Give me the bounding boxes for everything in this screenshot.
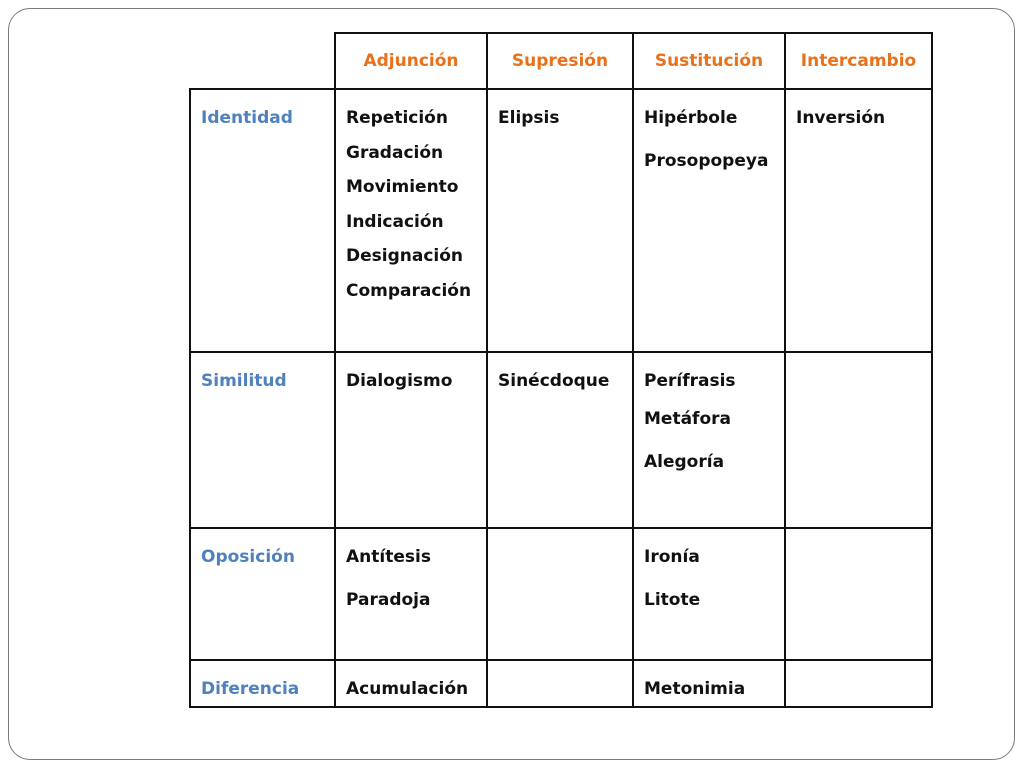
column-header-adjuncion: Adjunción: [335, 33, 487, 89]
cell-oposicion-adjuncion: [335, 528, 487, 660]
figure-item: Movimiento: [346, 177, 459, 197]
rhetorical-figures-table: [189, 32, 933, 708]
figure-item: Dialogismo: [346, 371, 453, 391]
row-header-diferencia: Diferencia: [190, 660, 335, 707]
figure-item: Designación: [346, 246, 464, 266]
figure-item: Litote: [644, 590, 701, 610]
cell-identidad-intercambio: [785, 89, 932, 352]
cell-diferencia-adjuncion: [335, 660, 487, 707]
cell-oposicion-sustitucion: [633, 528, 785, 660]
figure-item: Comparación: [346, 280, 472, 301]
figure-item: Sinécdoque: [498, 371, 610, 391]
figure-item: Acumulación: [346, 679, 469, 699]
header-row: [190, 33, 932, 89]
figure-item: Ironía: [644, 547, 700, 567]
row-header-oposicion: Oposición: [190, 528, 335, 660]
corner-cell: [190, 33, 335, 89]
column-header-intercambio: Intercambio: [785, 33, 932, 89]
cell-diferencia-sustitucion: [633, 660, 785, 707]
cell-identidad-supresion: [487, 89, 633, 352]
column-header-supresion: Supresión: [487, 33, 633, 89]
table-row-oposicion: [190, 528, 932, 660]
figure-item: Inversión: [796, 108, 886, 128]
row-header-similitud: Similitud: [190, 352, 335, 528]
table-row-similitud: [190, 352, 932, 528]
figure-item: Indicación: [346, 211, 444, 232]
figure-item: Metáfora: [644, 409, 731, 429]
cell-similitud-supresion: [487, 352, 633, 528]
figure-item: Perífrasis: [644, 371, 736, 391]
cell-diferencia-intercambio: [785, 660, 932, 707]
cell-similitud-adjuncion: [335, 352, 487, 528]
cell-identidad-adjuncion: [335, 89, 487, 352]
cell-similitud-sustitucion: [633, 352, 785, 528]
figure-item: Metonimia: [644, 679, 746, 699]
figure-item: Antítesis: [346, 547, 431, 567]
table-row-identidad: [190, 89, 932, 352]
figure-item: Hipérbole: [644, 108, 738, 128]
figure-item: Paradoja: [346, 590, 431, 610]
row-header-identidad: Identidad: [190, 89, 335, 352]
table-row-diferencia: [190, 660, 932, 707]
figure-item: Alegoría: [644, 452, 725, 472]
figure-item: Gradación: [346, 142, 444, 163]
figure-item: Prosopopeya: [644, 151, 769, 171]
cell-identidad-sustitucion: [633, 89, 785, 352]
cell-oposicion-supresion: [487, 528, 633, 660]
figure-item: Repetición: [346, 108, 448, 128]
cell-oposicion-intercambio: [785, 528, 932, 660]
cell-diferencia-supresion: [487, 660, 633, 707]
figures-table-wrapper: [189, 32, 933, 708]
cell-similitud-intercambio: [785, 352, 932, 528]
figure-item: Elipsis: [498, 108, 560, 128]
column-header-sustitucion: Sustitución: [633, 33, 785, 89]
